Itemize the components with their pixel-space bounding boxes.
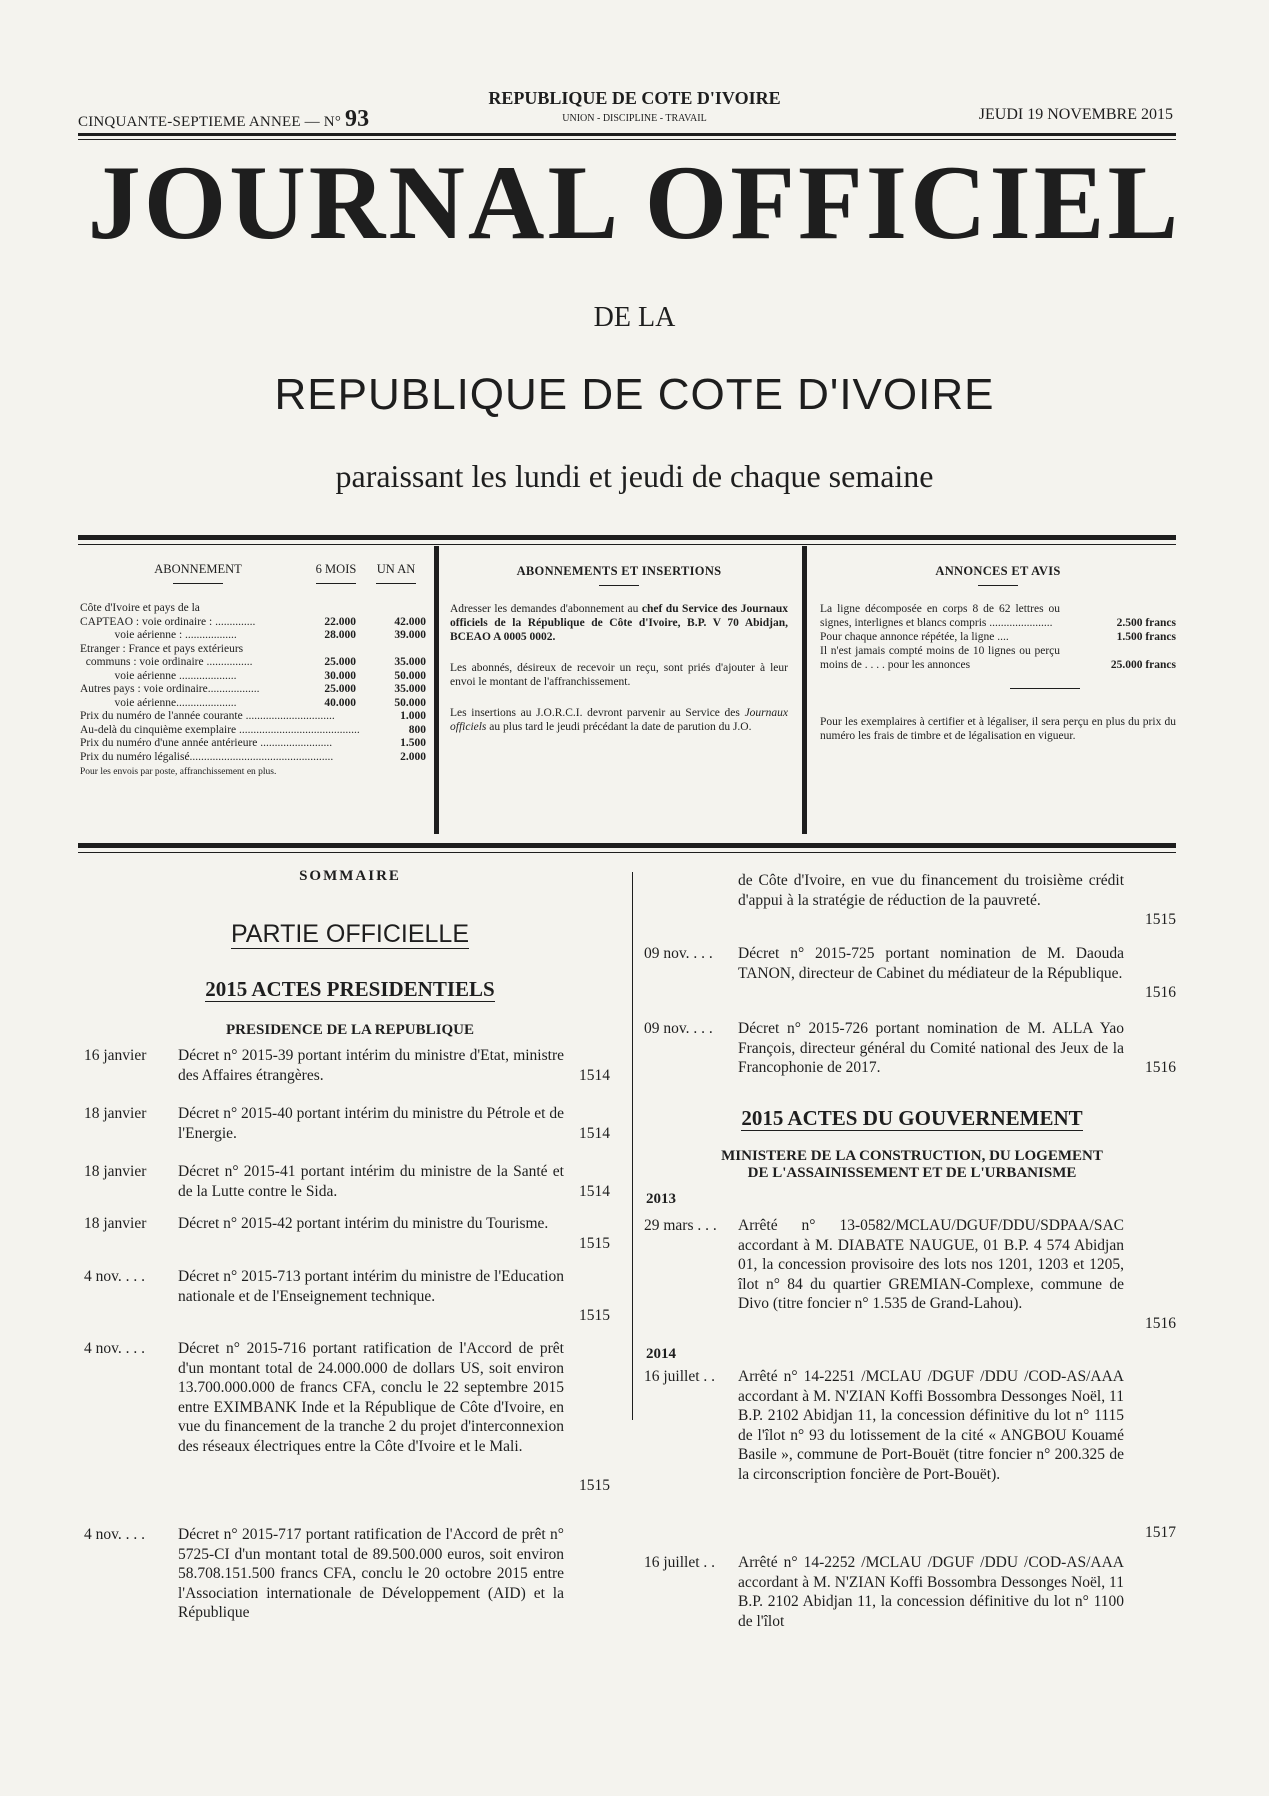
underline [173, 583, 223, 584]
annonce-rate-2-value: 1.500 francs [1116, 631, 1176, 643]
tarif-unan: 35.000 [394, 683, 426, 695]
postal-footnote: Pour les envois par poste, affranchissement en plus. [80, 767, 277, 777]
subscription-box [78, 540, 1176, 846]
annonce-rate-3-value: 25.000 francs [1110, 659, 1176, 671]
underline [599, 585, 639, 586]
tarif-unan: 42.000 [394, 615, 426, 628]
underline [1010, 688, 1080, 689]
tarif-label: voie aérienne..................... [80, 696, 237, 709]
insertions-p1 [450, 602, 788, 644]
box-separator [434, 546, 439, 834]
entry-date: 18 janvier [84, 1105, 147, 1122]
abonnement-header-row [80, 562, 426, 577]
tarif-label: Etranger : France et pays extérieurs [80, 642, 244, 655]
box-bottom-rule [78, 843, 1176, 848]
price-value: 1.500 [400, 737, 426, 749]
price-value: 800 [408, 723, 426, 736]
entry-date: 18 janvier [84, 1215, 147, 1232]
tarif-6mois: 25.000 [324, 656, 356, 668]
actes-gouvernement-text: 2015 ACTES DU GOUVERNEMENT [741, 1106, 1083, 1130]
sommaire-entry[interactable] [84, 1339, 610, 1495]
insertions-column [450, 564, 788, 734]
entry-text: Décret n° 2015-41 portant intérim du ministre de la Santé et de la Lutte contre le Sida. [178, 1163, 564, 1200]
tarif-intro: Côte d'Ivoire et pays de la [80, 602, 200, 614]
entry-text: Décret n° 2015-717 portant ratification de l'Accord de prêt n° 5725-CI d'un montant total de 89.500.000 euros, soit environ 58.708.151.500 francs CFA, conclu le 20 octobre 2015 entre l'Association internationale de Développement (AID) et la République [178, 1526, 564, 1621]
continuation-page: 1515 [1145, 911, 1176, 928]
tarif-label: voie aérienne .................... [80, 669, 237, 682]
entry-date: 29 mars . . . [644, 1217, 717, 1234]
tarif-6mois: 22.000 [324, 615, 356, 628]
insertions-p3 [450, 706, 788, 734]
price-label: Prix du numéro de l'année courante ............................... [80, 710, 335, 722]
year-2014: 2014 [646, 1346, 676, 1362]
tarif-row [80, 656, 426, 670]
tarif-6mois: 28.000 [324, 629, 356, 641]
price-row [80, 737, 426, 751]
entry-page: 1514 [579, 1124, 610, 1142]
entry-date: 4 nov. . . . [84, 1340, 145, 1357]
country-title: REPUBLIQUE DE COTE D'IVOIRE [274, 370, 995, 419]
ministere-line-1: MINISTERE DE LA CONSTRUCTION, DU LOGEMENT [721, 1148, 1103, 1164]
entry-text: Décret n° 2015-39 portant intérim du ministre d'Etat, ministre des Affaires étrangères. [178, 1047, 564, 1084]
entry-date: 16 juillet . . [644, 1554, 716, 1571]
entry-text: Décret n° 2015-726 portant nomination de M. ALLA Yao François, directeur général du Comité national des Jeux de la Francophonie de 2017. [738, 1020, 1124, 1076]
annonce-rate-2-label: Pour chaque annonce répétée, la ligne .... [820, 631, 1009, 643]
tarif-label: Autres pays : voie ordinaire.................. [80, 683, 260, 695]
annonces-column [820, 564, 1176, 743]
sommaire-entry[interactable] [84, 1104, 610, 1143]
price-rows [80, 710, 426, 764]
price-label: Au-delà du cinquième exemplaire .......................................... [80, 723, 360, 736]
insertions-heading: ABONNEMENTS ET INSERTIONS [516, 564, 722, 578]
entry-text: Arrêté n° 13-0582/MCLAU/DGUF/DDU/SDPAA/SAC accordant à M. DIABATE NAUGUE, 01 B.P. 4 574 Abidjan 01, la concession provisoire des lots nos 1201, 1203 et 1205, îlot n° 84 du quartier GREMIAN-Complexe, commune de Divo (titre foncier n° 1.535 de Grand-Lahou). [738, 1217, 1124, 1312]
entry-date: 18 janvier [84, 1163, 147, 1180]
de-la: DE LA [593, 302, 676, 333]
entry-text: Décret n° 2015-725 portant nomination de M. Daouda TANON, directeur de Cabinet du médiateur de la République. [738, 945, 1124, 982]
price-row [80, 751, 426, 765]
tarif-6mois: 40.000 [324, 696, 356, 709]
entry-date: 4 nov. . . . [84, 1268, 145, 1285]
sommaire-entry[interactable] [84, 1162, 610, 1201]
insertions-p3-italic: Journaux officiels [450, 707, 788, 733]
actes-gouvernement-heading [648, 1106, 1176, 1131]
entry-text: Décret n° 2015-716 portant ratification de l'Accord de prêt d'un montant total de 24.000.000 de dollars US, soit environ 13.700.000.000 de francs CFA, conclu le 22 septembre 2015 entre EXIMBANK Inde et la République de Côte d'Ivoire, en vue du financement de la tranche 2 du projet d'interconnexion des réseaux électriques entre la Côte d'Ivoire et le Mali. [178, 1340, 564, 1455]
entry-page: 1514 [579, 1066, 610, 1084]
sommaire-entry[interactable] [84, 1267, 610, 1326]
ministere-heading [648, 1148, 1176, 1182]
tarif-6mois [316, 643, 356, 657]
insertions-p3-b: au plus tard le jeudi précédant la date de parution du J.O. [489, 721, 752, 733]
insertions-p3-a: Les insertions au J.O.R.C.I. devront parvenir au Service des [450, 707, 740, 719]
entry-page: 1515 [579, 1476, 610, 1494]
tarif-table [80, 602, 426, 780]
continuation-text: de Côte d'Ivoire, en vue du financement du troisième crédit d'appui à la stratégie de réduction de la pauvreté. [738, 872, 1124, 909]
annonce-rate-3 [820, 644, 1176, 672]
entry-text: Arrêté n° 14-2251 /MCLAU /DGUF /DDU /COD-AS/AAA accordant à M. N'ZIAN Koffi Bossombra Dessonges Noël, 11 B.P. 2102 Abidjan 11, la concession définitive du lot n° 1115 de l'îlot n° 93 du lotissement de la cité « ANGBOU Kouamé Basile », commune de Port-Bouët (titre foncier n° 200.325 de la circonscription foncière de Port-Bouët). [738, 1368, 1124, 1483]
box-separator [802, 546, 807, 834]
sommaire-entry[interactable] [84, 1525, 610, 1623]
tarif-label: voie aérienne : .................. [80, 629, 237, 641]
insertions-p2: Les abonnés, désireux de recevoir un reçu, sont priés d'ajouter à leur envoi le montant de l'affranchissement. [450, 662, 788, 688]
annonce-rate-1-value: 2.500 francs [1116, 617, 1176, 629]
entry-date: 4 nov. . . . [84, 1526, 145, 1543]
tarif-label: CAPTEAO : voie ordinaire : .............. [80, 615, 256, 628]
price-row [80, 724, 426, 738]
entry-page: 1516 [1145, 1059, 1176, 1076]
header-rule [78, 133, 1176, 136]
publication-frequency: paraissant les lundi et jeudi de chaque semaine [335, 458, 934, 494]
price-label: Prix du numéro d'une année antérieure ......................... [80, 737, 333, 749]
tarif-unan: 50.000 [394, 669, 426, 682]
entry-page: 1515 [579, 1234, 610, 1252]
header-rule-thin [78, 139, 1176, 140]
col-unan: UN AN [376, 562, 416, 576]
ministere-line-2: DE L'ASSAINISSEMENT ET DE L'URBANISME [747, 1165, 1077, 1181]
annonce-rate-2 [820, 630, 1176, 644]
sommaire-entry[interactable] [644, 1367, 1176, 1543]
entry-text: Arrêté n° 14-2252 /MCLAU /DGUF /DDU /COD-AS/AAA accordant à M. N'ZIAN Koffi Bossombra Dessonges Noël, 11 B.P. 2102 Abidjan 11, la concession définitive du lot n° 1100 de l'îlot [738, 1554, 1124, 1630]
tarif-label: communs : voie ordinaire ................ [80, 656, 253, 668]
insertions-p1-bold: chef du Service des Journaux officiels de la République de Côte d'Ivoire, B.P. V 70 Abidjan, BCEAO A 0005 0002. [450, 603, 789, 643]
tarif-6mois: 30.000 [324, 669, 356, 682]
box-bottom-rule-thin [78, 852, 1176, 853]
sommaire-entry[interactable] [84, 1046, 610, 1085]
annonce-rate-1 [820, 602, 1176, 630]
national-motto: UNION - DISCIPLINE - TRAVAIL [562, 113, 707, 124]
partie-officielle-heading [170, 920, 530, 949]
tarif-unan: 35.000 [394, 656, 426, 668]
tarif-unan: 39.000 [394, 629, 426, 641]
entry-page: 1514 [579, 1182, 610, 1200]
tarif-rows [80, 616, 426, 711]
insertions-p1-normal: Adresser les demandes d'abonnement au [450, 603, 639, 615]
actes-presidentiels-heading [140, 977, 560, 1002]
tarif-row [80, 643, 426, 657]
sommaire-entry[interactable] [644, 944, 1176, 1003]
annonces-heading: ANNONCES ET AVIS [935, 564, 1061, 578]
entry-date: 16 janvier [84, 1047, 147, 1064]
sommaire-entry[interactable] [84, 1214, 610, 1253]
tarif-row [80, 683, 426, 697]
actes-presidentiels-text: 2015 ACTES PRESIDENTIELS [205, 977, 495, 1001]
entry-page: 1517 [1145, 1524, 1176, 1541]
entry-date: 16 juillet . . [644, 1368, 716, 1385]
abonnement-heading: ABONNEMENT [154, 562, 242, 576]
column-separator [632, 872, 633, 1420]
entry-page: 1516 [1145, 984, 1176, 1001]
continuation-entry[interactable] [738, 871, 1176, 951]
tarif-6mois: 25.000 [324, 683, 356, 695]
legalisation-note: Pour les exemplaires à certifier et à légaliser, il sera perçu en plus du prix du numéro les frais de timbre et de légalisation en vigueur. [820, 716, 1176, 742]
republic-header: REPUBLIQUE DE COTE D'IVOIRE [488, 88, 781, 108]
presidence-heading: PRESIDENCE DE LA REPUBLIQUE [226, 1022, 474, 1038]
price-value: 2.000 [400, 750, 426, 763]
tarif-row [80, 697, 426, 711]
entry-page: 1515 [579, 1307, 610, 1324]
annonce-rate-1-label: La ligne décomposée en corps 8 de 62 lettres ou signes, interlignes et blancs compris ...................... [820, 603, 1060, 629]
annonce-rate-3-label: Il n'est jamais compté moins de 10 lignes ou perçu moins de . . . . pour les annonces [820, 645, 1060, 671]
edition-number: 93 [344, 106, 370, 132]
entry-text: Décret n° 2015-40 portant intérim du ministre du Pétrole et de l'Energie. [178, 1105, 564, 1142]
sommaire-entry[interactable] [644, 1216, 1176, 1333]
price-row [80, 710, 426, 724]
underline [316, 583, 356, 584]
year-2013: 2013 [646, 1191, 676, 1207]
entry-text: Décret n° 2015-42 portant intérim du ministre du Tourisme. [178, 1215, 549, 1232]
entry-page: 1516 [1145, 1314, 1176, 1332]
underline [978, 585, 1018, 586]
price-value: 1.000 [400, 710, 426, 722]
issue-date: JEUDI 19 NOVEMBRE 2015 [978, 106, 1173, 123]
underline [376, 583, 416, 584]
abonnement-column [80, 562, 426, 780]
journal-title: JOURNAL OFFICIEL [87, 144, 1182, 261]
tarif-unan [356, 643, 426, 657]
edition-prefix: CINQUANTE-SEPTIEME ANNEE — N° [78, 114, 342, 130]
entry-date: 09 nov. . . . [644, 1020, 713, 1037]
partie-officielle-text: PARTIE OFFICIELLE [230, 920, 470, 948]
tarif-row [80, 616, 426, 630]
abonnement-underlines [80, 577, 426, 584]
tarif-row [80, 629, 426, 643]
tarif-unan: 50.000 [394, 696, 426, 709]
price-label: Prix du numéro légalisé.................................................. [80, 750, 334, 763]
col-6mois: 6 MOIS [315, 562, 357, 576]
tarif-row [80, 670, 426, 684]
entry-text: Décret n° 2015-713 portant intérim du ministre de l'Education nationale et de l'Enseignement technique. [178, 1268, 564, 1305]
sommaire-entry[interactable] [644, 1019, 1176, 1078]
sommaire-entry[interactable] [644, 1553, 1176, 1631]
entry-date: 09 nov. . . . [644, 945, 713, 962]
sommaire-heading: SOMMAIRE [299, 868, 401, 884]
